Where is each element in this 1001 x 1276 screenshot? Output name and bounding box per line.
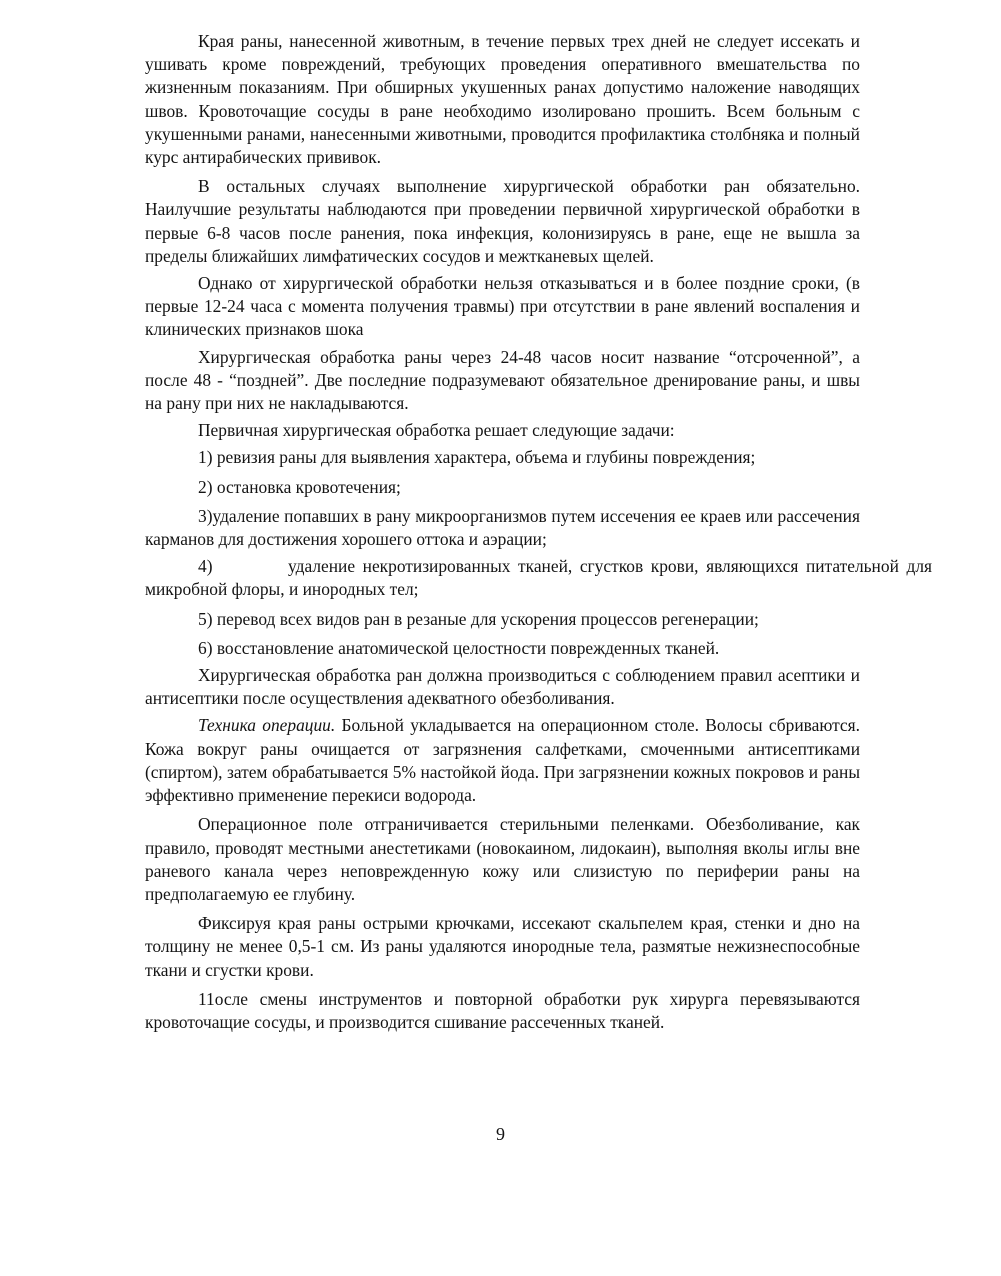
task-item-5: 5) перевод всех видов ран в резаные для ускорения процессов регенерации;	[198, 608, 759, 629]
document-page	[145, 30, 932, 1034]
task-item-4-text: удаление некротизированных тканей, сгустков крови, являющихся питательной для микробной флоры, и инородных тел;	[145, 556, 932, 600]
paragraph-delayed-treatment: Хирургическая обработка раны через 24-48 часов носит название “отсроченной”, а после 48 - “поздней”. Две последние подразумевают обязательное дренирование раны, и швы на рану при них не накладываются.	[145, 346, 860, 414]
task-item-6: 6) восстановление анатомической целостности поврежденных тканей.	[198, 637, 720, 658]
paragraph-asepsis: Хирургическая обработка ран должна производиться с соблюдением правил асептики и антисептики после осуществления адекватного обезболивания.	[145, 665, 860, 709]
task-item-4-number: 4)	[198, 556, 213, 577]
page-number: 9	[496, 1124, 505, 1144]
task-item-3: 3)удаление попавших в рану микроорганизмов путем иссечения ее краев или рассечения карманов для достижения хорошего оттока и аэрации;	[145, 505, 860, 550]
task-item-2: 2) остановка кровотечения;	[198, 476, 401, 497]
paragraph-excision: Фиксируя края раны острыми крючками, иссекают скальпелем края, стенки и дно на толщину не менее 0,5-1 см. Из раны удаляются инородные тела, размятые нежизнеспособные ткани и сгустки крови.	[145, 913, 860, 980]
task-item-1: 1) ревизия раны для выявления характера, объема и глубины повреждения;	[198, 447, 756, 468]
paragraph-suturing: 11осле смены инструментов и повторной обработки рук хирурга перевязываются кровоточащие сосуды, и производится сшивание рассеченных тканей.	[145, 988, 860, 1032]
technique-heading: Техника операции.	[198, 715, 336, 736]
paragraph-later-terms: Однако от хирургической обработки нельзя отказываться и в более поздние сроки, (в первые 12-24 часа с момента получения травмы) при отсутствии в ране явлений воспаления и клинических признаков шока	[145, 273, 860, 340]
technique-text: Больной укладывается на операционном столе. Волосы сбриваются. Кожа вокруг раны очищается от загрязнения салфетками, смоченными антисептиками (спиртом), затем обрабатывается 5% настойкой йода. При загрязнении кожных покровов и раны эффективно применение перекиси водорода.	[145, 715, 860, 806]
paragraph-operative-field: Операционное поле отграничивается стерильными пеленками. Обезболивание, как правило, проводят местными анестетиками (новокаином, лидокаин), выполняя вколы иглы вне раневого канала через неповрежденную кожу или слизистую по периферии раны на предполагаемую ее глубину.	[145, 814, 860, 904]
paragraph-other-cases: В остальных случаях выполнение хирургической обработки ран обязательно. Наилучшие результаты наблюдаются при проведении первичной хирургической обработки в первые 6-8 часов после ранения, пока инфекция, колонизируясь в ране, еще не вышла за пределы ближайших лимфатических сосудов и межтканевых щелей.	[145, 176, 860, 266]
paragraph-animal-wounds: Края раны, нанесенной животным, в течение первых трех дней не следует иссекать и ушивать кроме повреждений, требующих проведения оперативного вмешательства по жизненным показаниям. При обширных укушенных ранах допустимо наложение наводящих швов. Кровоточащие сосуды в ране необходимо изолировано прошить. Всем больным с укушенными ранами, нанесенными животными, проводится профилактика столбняка и полный курс антирабических прививок.	[145, 31, 860, 168]
task-item-4	[145, 555, 932, 601]
paragraph-technique	[145, 714, 860, 807]
paragraph-tasks-intro: Первичная хирургическая обработка решает следующие задачи:	[198, 420, 675, 441]
